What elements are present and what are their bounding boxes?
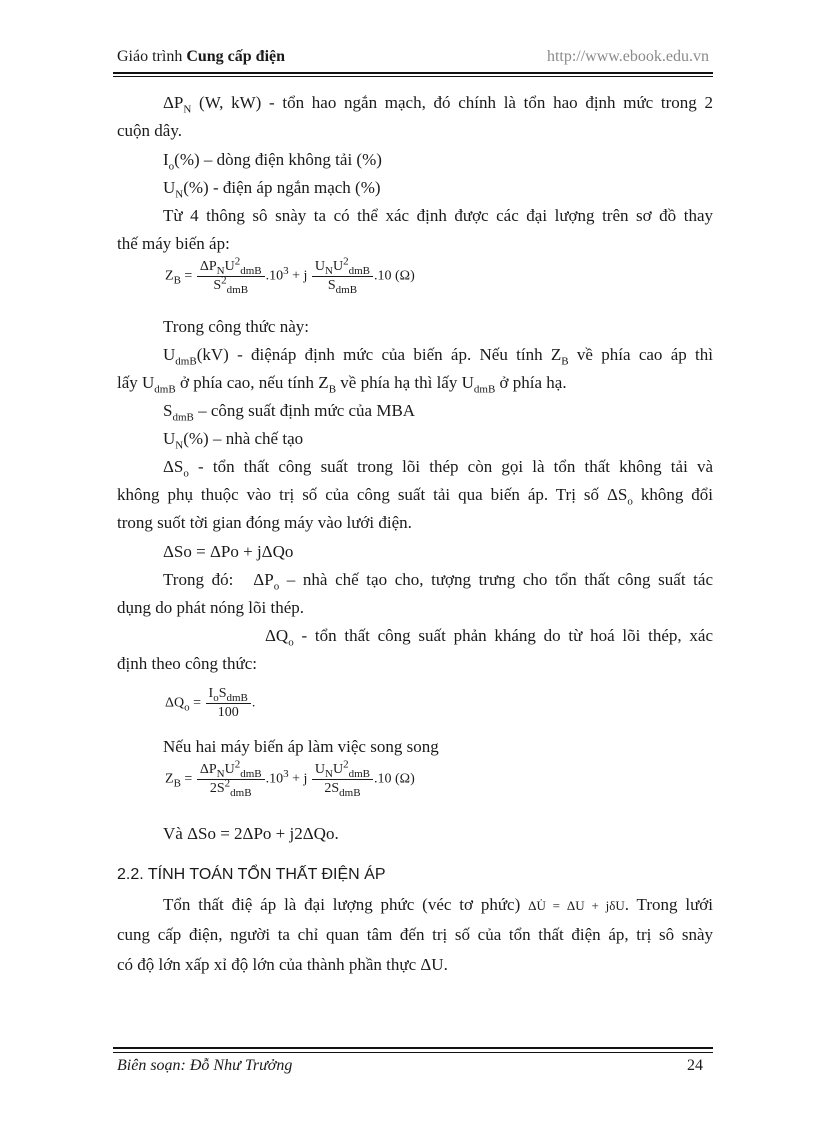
eq-sub: N xyxy=(216,264,225,277)
fraction xyxy=(197,255,265,296)
eq-sup: 2 xyxy=(234,255,241,268)
text: ΔP xyxy=(253,570,274,589)
eq-sub: dmB xyxy=(348,264,370,277)
text-line: cung cấp điện, người ta chỉ quan tâm đến trị số của tổn thất điện áp, trị sô snày xyxy=(117,925,713,944)
subscript: N xyxy=(175,439,184,452)
eq-text: U xyxy=(224,762,235,777)
text: lấy U xyxy=(117,373,155,392)
text: - tổn thất công suất trong lõi thép còn gọi là tổn thất không tải và xyxy=(188,457,713,476)
text: (%) – dòng điện không tải (%) xyxy=(174,150,382,169)
eq-sup: 2 xyxy=(343,255,349,268)
text-line xyxy=(163,148,713,172)
numerator xyxy=(197,758,265,780)
text-line: dụng do phát nóng lõi thép. xyxy=(117,598,304,617)
eq-text: U xyxy=(332,762,344,777)
eq-text: .10 xyxy=(265,268,284,284)
eq-sub: N xyxy=(216,767,225,780)
eq-text: U xyxy=(314,762,326,777)
text-line: có độ lớn xấp xỉ độ lớn của thành phần thực ΔU. xyxy=(117,955,448,974)
subscript: dmB xyxy=(172,411,194,424)
eq-text: ΔQ xyxy=(165,695,185,711)
fraction xyxy=(312,758,373,799)
text: – nhà chế tạo cho, tượng trưng cho tổn thất công suất tác xyxy=(279,570,713,589)
author: Biên soạn: Đỗ Như Trưởng xyxy=(117,1057,293,1074)
text-line xyxy=(163,568,713,592)
eq-text: 2S xyxy=(324,781,340,796)
eq-text: .10 (Ω) xyxy=(374,268,415,284)
fraction xyxy=(312,255,373,296)
eq-text: .10 (Ω) xyxy=(374,771,415,787)
text-line: thế máy biến áp: xyxy=(117,234,230,253)
text-line: ΔSo = ΔPo + jΔQo xyxy=(163,542,294,561)
text-line xyxy=(163,455,713,479)
text-line xyxy=(163,176,713,200)
text: (%) – nhà chế tạo xyxy=(183,429,304,448)
numerator xyxy=(197,255,265,277)
text: Trong đó: xyxy=(163,570,234,589)
eq-sub: N xyxy=(325,264,333,277)
text: (W, kW) - tổn hao ngắn mạch, đó chính là tổn hao định mức trong 2 xyxy=(191,93,713,112)
text: ở phía cao, nếu tính Z xyxy=(175,373,329,392)
eq-sub: dmB xyxy=(339,786,361,799)
subscript: N xyxy=(175,188,184,201)
header-url: http://www.ebook.edu.vn xyxy=(546,48,709,65)
text-line xyxy=(265,624,713,648)
numerator xyxy=(206,686,251,704)
eq-sign: = xyxy=(180,268,196,284)
eq-text: .10 xyxy=(265,771,284,787)
eq-text: ΔP xyxy=(199,259,217,274)
text-line xyxy=(163,427,713,451)
equation-zb xyxy=(165,255,415,296)
eq-sub: dmB xyxy=(240,264,262,277)
eq-sub: o xyxy=(184,701,190,714)
eq-sub: dmB xyxy=(226,691,248,704)
text-line xyxy=(117,371,713,395)
eq-text: ΔP xyxy=(199,762,217,777)
text: . Trong lưới xyxy=(624,895,713,914)
eq-text: + j xyxy=(288,771,308,787)
text-line: Nếu hai máy biến áp làm việc song song xyxy=(163,737,439,756)
subscript: o xyxy=(627,495,633,508)
footer-rule-thick xyxy=(113,1047,713,1049)
subscript: N xyxy=(183,103,192,116)
text-line: định theo công thức: xyxy=(117,654,257,673)
eq-text: U xyxy=(314,259,326,274)
subscript: B xyxy=(328,383,337,396)
equation-zb-parallel xyxy=(165,758,415,799)
eq-text: U xyxy=(224,259,235,274)
eq-text: S xyxy=(213,278,222,293)
eq-text: + j xyxy=(288,268,308,284)
page-number: 24 xyxy=(687,1057,703,1074)
text-line xyxy=(117,483,713,507)
text: không phụ thuộc vào trị số của công suất tải qua biến áp. Trị số ΔS xyxy=(117,485,628,504)
text-line: cuộn dây. xyxy=(117,121,182,140)
text-line xyxy=(163,399,713,423)
numerator xyxy=(312,758,373,780)
inline-formula: ΔU̇ = ΔU + jδU xyxy=(528,898,625,913)
eq-sup: 3 xyxy=(283,768,289,781)
subscript: B xyxy=(561,355,569,368)
title-prefix: Giáo trình xyxy=(117,48,187,65)
eq-sub: o xyxy=(213,691,219,704)
denominator xyxy=(312,780,373,797)
text: U xyxy=(163,178,176,197)
text: ΔS xyxy=(163,457,184,476)
title-bold: Cung cấp điện xyxy=(186,48,286,65)
eq-sup: 2 xyxy=(224,777,231,790)
text: ΔP xyxy=(163,93,184,112)
text: (%) - điện áp ngắn mạch (%) xyxy=(183,178,381,197)
page-header xyxy=(117,48,709,70)
subscript: dmB xyxy=(154,383,176,396)
eq-text: I xyxy=(208,686,214,701)
text: I xyxy=(163,150,169,169)
eq-sup: 2 xyxy=(221,274,227,287)
denominator: 100 xyxy=(217,705,239,720)
eq-lhs: Z xyxy=(165,771,174,787)
section-heading: 2.2. TÍNH TOÁN TỔN THẤT ĐIỆN ÁP xyxy=(117,866,386,883)
subscript: dmB xyxy=(473,383,496,396)
eq-text: . xyxy=(251,695,256,711)
text-line: Từ 4 thông sô snày ta có thể xác định được các đại lượng trên sơ đồ thay xyxy=(163,206,713,225)
eq-sup: 2 xyxy=(234,758,241,771)
eq-sub: dmB xyxy=(226,283,249,296)
footer-rule-thin xyxy=(113,1052,713,1053)
text-line: Trong công thức này: xyxy=(163,317,309,336)
header-rule-thin xyxy=(113,76,713,77)
text: (kV) - điệnáp định mức của biến áp. Nếu tính Z xyxy=(196,345,562,364)
subscript: dmB xyxy=(175,355,197,368)
eq-lhs: Z xyxy=(165,268,174,284)
text-line xyxy=(163,893,713,918)
text: S xyxy=(163,401,173,420)
book-title xyxy=(117,48,285,66)
text-line xyxy=(163,91,713,115)
denominator xyxy=(312,277,373,294)
eq-sup: 3 xyxy=(283,265,289,278)
numerator xyxy=(312,255,373,277)
text: ΔQ xyxy=(265,626,289,645)
text: không đổi xyxy=(632,485,713,504)
text: U xyxy=(163,429,176,448)
fraction xyxy=(197,758,265,799)
equation-dqo xyxy=(165,686,255,721)
text-line: Và ΔSo = 2ΔPo + j2ΔQo. xyxy=(163,824,339,843)
eq-sub: B xyxy=(173,274,181,287)
eq-sub: dmB xyxy=(230,786,252,799)
text: Tổn thất điệ áp là đại lượng phức (véc tơ phức) xyxy=(163,895,521,914)
subscript: o xyxy=(168,160,175,173)
text-line: trong suốt tời gian đóng máy vào lưới điện. xyxy=(117,513,412,532)
denominator xyxy=(197,777,265,799)
eq-sign: = xyxy=(189,695,205,711)
subscript: o xyxy=(183,467,189,480)
eq-sign: = xyxy=(180,771,196,787)
text: – công suất định mức của MBA xyxy=(193,401,416,420)
text: về phía hạ thì lấy U xyxy=(336,373,474,392)
eq-text: 2S xyxy=(209,781,225,796)
header-rule-thick xyxy=(113,72,713,74)
eq-sub: dmB xyxy=(335,283,358,296)
eq-sub: N xyxy=(325,767,333,780)
subscript: o xyxy=(273,580,280,593)
eq-text: S xyxy=(218,686,227,701)
text: về phía cao áp thì xyxy=(568,345,713,364)
denominator xyxy=(197,274,265,296)
text-line xyxy=(163,343,713,367)
eq-text: S xyxy=(327,278,336,293)
eq-sub: B xyxy=(173,777,181,790)
eq-sub: dmB xyxy=(240,767,262,780)
text: U xyxy=(163,345,176,364)
eq-sub: dmB xyxy=(348,767,370,780)
eq-sup: 2 xyxy=(343,758,349,771)
text: - tổn thất công suất phản kháng do từ hoá lõi thép, xác xyxy=(293,626,713,645)
subscript: o xyxy=(288,636,294,649)
eq-text: U xyxy=(332,259,344,274)
text: ở phía hạ. xyxy=(495,373,567,392)
fraction xyxy=(206,686,251,721)
